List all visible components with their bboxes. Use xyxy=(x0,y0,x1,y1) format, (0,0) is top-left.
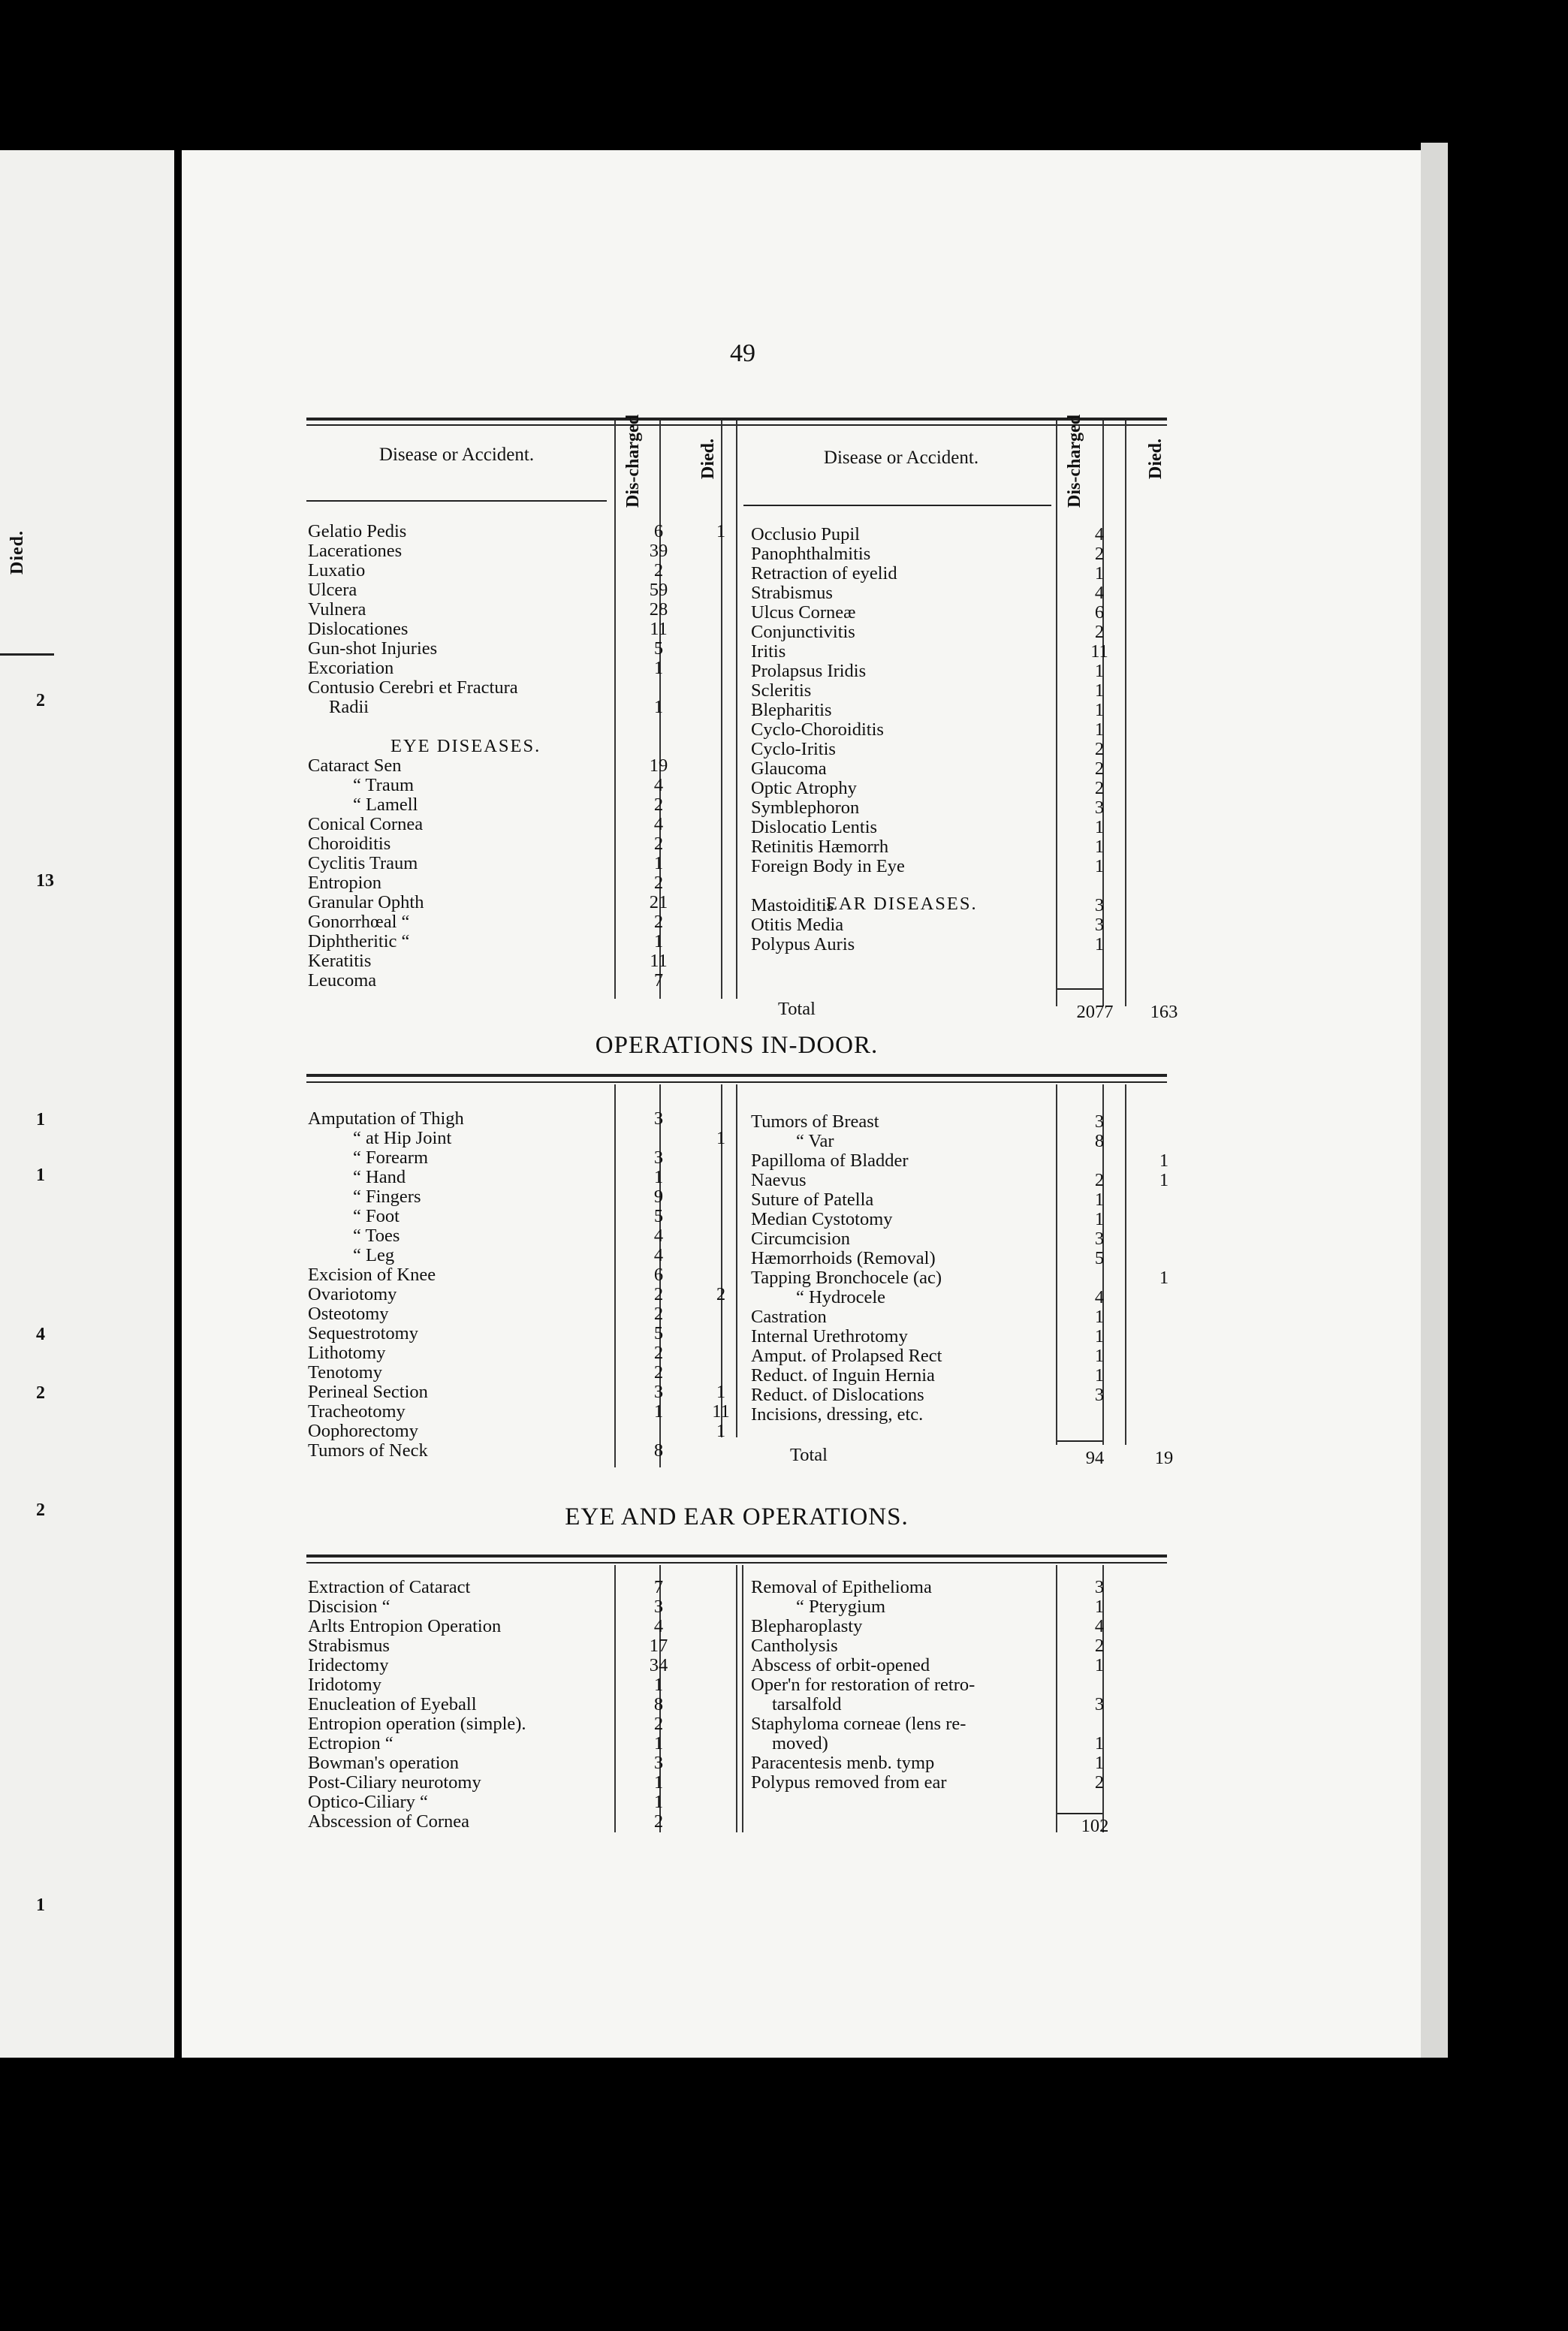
table1-right-row-name: Occlusio Pupil xyxy=(751,524,860,544)
table-column-divider xyxy=(614,1565,616,1832)
table2-right-row-discharged: 3 xyxy=(1094,1229,1105,1249)
table1-left-row-name: Entropion xyxy=(308,873,381,893)
table2-left-row-discharged: 6 xyxy=(653,1265,664,1285)
ear-diseases-label: EAR DISEASES. xyxy=(826,894,978,914)
table2-right-row-name: Reduct. of Dislocations xyxy=(751,1385,924,1405)
table3-right-row-name: Paracentesis menb. tymp xyxy=(751,1753,935,1773)
table2-left-row-discharged: 3 xyxy=(653,1382,664,1402)
table3-right-row-name: Abscess of orbit-opened xyxy=(751,1655,930,1675)
table3-right-row-name: Oper'n for restoration of retro- xyxy=(751,1675,975,1695)
table2-right-row-name: Tapping Bronchocele (ac) xyxy=(751,1268,942,1288)
table1-left-row-discharged: 2 xyxy=(653,873,664,893)
left-died-header: Died. xyxy=(8,530,27,574)
table3-left-row-name: Iridectomy xyxy=(308,1655,389,1675)
eye-diseases-label: EYE DISEASES. xyxy=(390,736,541,756)
table1-left-row-name: Keratitis xyxy=(308,951,372,971)
table3-right-row-discharged: 2 xyxy=(1094,1772,1105,1793)
left-page-number: 2 xyxy=(36,1383,45,1403)
table1-right-row-discharged: 2 xyxy=(1094,622,1105,642)
table1-right-row-name: Retinitis Hæmorrh xyxy=(751,837,889,857)
table-column-divider xyxy=(721,421,722,999)
left-page-number: 13 xyxy=(36,871,54,891)
table2-left-row-name: Tumors of Neck xyxy=(308,1440,428,1461)
table3-left-row-discharged: 2 xyxy=(653,1714,664,1734)
table1-right-row-discharged: 3 xyxy=(1094,915,1105,935)
table1-left-row-name: “ Lamell xyxy=(353,795,418,815)
table2-right-row-discharged: 8 xyxy=(1094,1131,1105,1151)
table1-left-row-discharged: 4 xyxy=(653,775,664,795)
table1-right-row-discharged: 2 xyxy=(1094,778,1105,798)
table2-right-row-discharged: 1 xyxy=(1094,1307,1105,1327)
table1-left-row-discharged: 2 xyxy=(653,912,664,932)
table-column-divider xyxy=(736,1084,737,1437)
table1-left-row-name: Dislocationes xyxy=(308,619,409,639)
left-rule xyxy=(0,653,54,656)
table2-left-row-discharged: 8 xyxy=(653,1440,664,1461)
table2-right-row-name: Amput. of Prolapsed Rect xyxy=(751,1346,942,1366)
table3-left-row-name: Iridotomy xyxy=(308,1675,381,1695)
table3-left-row-name: Discision “ xyxy=(308,1597,390,1617)
table3-right-row-name: Blepharoplasty xyxy=(751,1616,863,1636)
table2-left-row-died: 1 xyxy=(716,1421,726,1441)
table2-left-row-name: Tracheotomy xyxy=(308,1401,406,1422)
table2-right-row-name: Circumcision xyxy=(751,1229,851,1249)
table1-left-row-discharged: 1 xyxy=(653,853,664,873)
table2-left-row-name: Tenotomy xyxy=(308,1362,382,1383)
table2-left-row-name: “ Hand xyxy=(353,1167,406,1187)
table2-top-rule xyxy=(306,1074,1167,1077)
table1-left-row-discharged: 5 xyxy=(653,638,664,659)
table-column-divider xyxy=(1056,421,1057,1006)
table3-left-row-discharged: 4 xyxy=(653,1616,664,1636)
table1-right-row-name: Strabismus xyxy=(751,583,833,603)
table1-left-row-name: Diphtheritic “ xyxy=(308,931,410,951)
table1-left-row-discharged: 39 xyxy=(649,541,668,561)
table3-left-row-name: Post-Ciliary neurotomy xyxy=(308,1772,481,1793)
table-column-divider xyxy=(742,1565,743,1832)
table2-left-row-name: Oophorectomy xyxy=(308,1421,418,1441)
table1-right-row-discharged: 2 xyxy=(1094,739,1105,759)
table2-right-row-discharged: 2 xyxy=(1094,1170,1105,1190)
table1-left-row-name: “ Traum xyxy=(353,775,415,795)
header-underline-right xyxy=(743,505,1051,506)
table1-left-row-discharged: 1 xyxy=(653,697,664,717)
table2-left-row-died: 2 xyxy=(716,1284,726,1304)
table3-left-row-discharged: 8 xyxy=(653,1694,664,1714)
total1-label: Total xyxy=(778,999,816,1019)
table2-left-row-died: 1 xyxy=(716,1382,726,1402)
table3-right-row-discharged: 3 xyxy=(1094,1694,1105,1714)
table1-left-row-name: Excoriation xyxy=(308,658,394,678)
table2-right-row-discharged: 3 xyxy=(1094,1385,1105,1405)
table1-left-row-died: 1 xyxy=(716,521,726,541)
table3-left-row-name: Entropion operation (simple). xyxy=(308,1714,526,1734)
table2-right-row-name: Reduct. of Inguin Hernia xyxy=(751,1365,935,1386)
table3-left-row-name: Abscession of Cornea xyxy=(308,1811,470,1832)
table2-right-row-died: 1 xyxy=(1159,1150,1169,1171)
total2-discharged: 94 xyxy=(1085,1448,1105,1468)
table2-right-row-died: 1 xyxy=(1159,1268,1169,1288)
table1-right-row-discharged: 1 xyxy=(1094,856,1105,876)
table2-right-row-discharged: 1 xyxy=(1094,1190,1105,1210)
table1-right-row-discharged: 1 xyxy=(1094,837,1105,857)
table1-left-row-name: Contusio Cerebri et Fractura xyxy=(308,677,518,698)
total1-rule xyxy=(1057,988,1102,990)
table1-left-row-name: Granular Ophth xyxy=(308,892,424,912)
table-column-divider xyxy=(1125,421,1126,1006)
table1-right-row-discharged: 1 xyxy=(1094,563,1105,584)
table3-left-row-name: Ectropion “ xyxy=(308,1733,394,1754)
total1-died: 163 xyxy=(1150,1002,1178,1022)
table2-left-row-discharged: 1 xyxy=(653,1167,664,1187)
header-discharged-right: Dis-charged xyxy=(1065,415,1084,508)
table2-right-row-name: Suture of Patella xyxy=(751,1190,874,1210)
left-page-number: 1 xyxy=(36,1895,45,1915)
table2-left-row-discharged: 3 xyxy=(653,1147,664,1168)
table2-left-row-name: “ Leg xyxy=(353,1245,395,1265)
table3-right-row-discharged: 1 xyxy=(1094,1733,1105,1754)
table1-right-row-name: Symblephoron xyxy=(751,798,860,818)
table2-left-row-name: Lithotomy xyxy=(308,1343,386,1363)
total2-died: 19 xyxy=(1154,1448,1174,1468)
header-died-right: Died. xyxy=(1146,439,1165,479)
table2-left-row-name: Excision of Knee xyxy=(308,1265,436,1285)
header-disease-left: Disease or Accident. xyxy=(378,445,535,465)
table2-left-row-name: “ Forearm xyxy=(353,1147,428,1168)
total3-rule xyxy=(1057,1813,1102,1814)
table2-right-row-name: Papilloma of Bladder xyxy=(751,1150,909,1171)
table2-left-row-name: “ Foot xyxy=(353,1206,400,1226)
table2-right-row-name: Incisions, dressing, etc. xyxy=(751,1404,924,1425)
table2-left-row-name: “ Fingers xyxy=(353,1187,421,1207)
left-page-number: 4 xyxy=(36,1325,45,1344)
table2-right-row-name: Hæmorrhoids (Removal) xyxy=(751,1248,936,1268)
table2-top-rule-thin xyxy=(306,1081,1167,1083)
table1-left-row-discharged: 2 xyxy=(653,834,664,854)
table3-left-row-discharged: 3 xyxy=(653,1753,664,1773)
table3-left-row-name: Strabismus xyxy=(308,1636,390,1656)
section-eye-ear-operations: EYE AND EAR OPERATIONS. xyxy=(565,1503,909,1530)
table1-right-row-name: Conjunctivitis xyxy=(751,622,855,642)
table2-left-row-discharged: 1 xyxy=(653,1401,664,1422)
table2-right-row-name: Internal Urethrotomy xyxy=(751,1326,908,1346)
table3-right-row-name: moved) xyxy=(772,1733,828,1754)
table1-left-row-name: Cyclitis Traum xyxy=(308,853,418,873)
table2-left-row-discharged: 2 xyxy=(653,1362,664,1383)
left-page-number: 2 xyxy=(36,691,45,710)
table2-left-row-discharged: 2 xyxy=(653,1343,664,1363)
table2-right-row-name: Castration xyxy=(751,1307,827,1327)
table2-left-row-discharged: 9 xyxy=(653,1187,664,1207)
table3-left-row-name: Optico-Ciliary “ xyxy=(308,1792,428,1812)
table3-left-row-name: Arlts Entropion Operation xyxy=(308,1616,502,1636)
table1-left-row-name: Conical Cornea xyxy=(308,814,424,834)
table1-right-row-name: Glaucoma xyxy=(751,758,827,779)
table3-left-row-name: Bowman's operation xyxy=(308,1753,460,1773)
table1-left-row-discharged: 1 xyxy=(653,658,664,678)
table2-right-row-discharged: 3 xyxy=(1094,1111,1105,1132)
table1-left-row-discharged: 19 xyxy=(649,755,668,776)
table3-left-row-discharged: 1 xyxy=(653,1772,664,1793)
table1-left-row-name: Gelatio Pedis xyxy=(308,521,407,541)
table3-top-rule xyxy=(306,1555,1167,1558)
table1-right-row-name: Panophthalmitis xyxy=(751,544,871,564)
table3-right-row-discharged: 3 xyxy=(1094,1577,1105,1597)
table1-right-row-name: Ulcus Corneæ xyxy=(751,602,856,623)
table1-right-row-name: Dislocatio Lentis xyxy=(751,817,878,837)
table2-right-row-name: Median Cystotomy xyxy=(751,1209,893,1229)
table-column-divider xyxy=(1125,1084,1126,1445)
table1-left-row-discharged: 11 xyxy=(650,951,668,971)
table1-right-row-name: Prolapsus Iridis xyxy=(751,661,867,681)
table3-right-row-name: Staphyloma corneae (lens re- xyxy=(751,1714,966,1734)
table2-left-row-name: “ at Hip Joint xyxy=(353,1128,452,1148)
table2-left-row-discharged: 5 xyxy=(653,1206,664,1226)
left-page-edge xyxy=(0,150,174,2058)
table2-right-row-discharged: 1 xyxy=(1094,1346,1105,1366)
table-column-divider xyxy=(614,421,616,999)
table1-right-row-discharged: 3 xyxy=(1094,895,1105,915)
table3-left-row-discharged: 1 xyxy=(653,1675,664,1695)
table1-right-row-discharged: 1 xyxy=(1094,661,1105,681)
table1-right-row-discharged: 2 xyxy=(1094,544,1105,564)
table3-right-row-name: “ Pterygium xyxy=(796,1597,886,1617)
table2-right-row-discharged: 1 xyxy=(1094,1209,1105,1229)
table3-right-row-discharged: 2 xyxy=(1094,1636,1105,1656)
table3-right-row-name: Removal of Epithelioma xyxy=(751,1577,932,1597)
table1-left-row-discharged: 21 xyxy=(649,892,668,912)
table1-right-row-name: Cyclo-Choroiditis xyxy=(751,719,884,740)
table1-right-row-discharged: 1 xyxy=(1094,719,1105,740)
total3-discharged: 102 xyxy=(1081,1816,1109,1836)
table1-right-row-discharged: 11 xyxy=(1090,641,1108,662)
table1-right-row-name: Polypus Auris xyxy=(751,934,855,954)
table3-right-row-discharged: 1 xyxy=(1094,1655,1105,1675)
header-underline-left xyxy=(306,500,607,502)
table1-left-row-name: Leucoma xyxy=(308,970,377,991)
table1-right-row-name: Otitis Media xyxy=(751,915,844,935)
table1-left-row-discharged: 2 xyxy=(653,560,664,580)
table1-right-row-discharged: 3 xyxy=(1094,798,1105,818)
table2-left-row-name: “ Toes xyxy=(353,1226,400,1246)
table3-top-rule-thin xyxy=(306,1562,1167,1564)
table2-right-row-discharged: 4 xyxy=(1094,1287,1105,1307)
table1-left-row-discharged: 11 xyxy=(650,619,668,639)
table1-right-row-discharged: 1 xyxy=(1094,680,1105,701)
table3-left-row-discharged: 1 xyxy=(653,1733,664,1754)
header-disease-right: Disease or Accident. xyxy=(823,448,979,468)
left-page-number: 1 xyxy=(36,1166,45,1185)
total2-rule xyxy=(1057,1440,1102,1442)
table1-right-row-discharged: 4 xyxy=(1094,524,1105,544)
table2-left-row-died: 1 xyxy=(716,1128,726,1148)
table2-right-row-name: “ Var xyxy=(796,1131,834,1151)
table3-right-row-name: tarsalfold xyxy=(772,1694,842,1714)
table1-left-row-discharged: 1 xyxy=(653,931,664,951)
table-column-divider xyxy=(1056,1084,1057,1445)
table-column-divider xyxy=(614,1084,616,1467)
table1-left-row-discharged: 2 xyxy=(653,795,664,815)
table2-right-row-discharged: 1 xyxy=(1094,1326,1105,1346)
table3-left-row-discharged: 17 xyxy=(649,1636,668,1656)
table2-left-row-name: Sequestrotomy xyxy=(308,1323,418,1343)
table2-right-row-died: 1 xyxy=(1159,1170,1169,1190)
table2-left-row-died: 11 xyxy=(712,1401,730,1422)
table1-right-row-discharged: 1 xyxy=(1094,934,1105,954)
table2-left-row-discharged: 2 xyxy=(653,1304,664,1324)
table-column-divider xyxy=(736,421,737,999)
table2-right-row-name: Naevus xyxy=(751,1170,807,1190)
table1-left-row-discharged: 7 xyxy=(653,970,664,991)
table2-left-row-discharged: 4 xyxy=(653,1226,664,1246)
table1-right-row-discharged: 6 xyxy=(1094,602,1105,623)
table1-right-row-name: Mastoiditis xyxy=(751,895,834,915)
left-page-number: 2 xyxy=(36,1500,45,1520)
table1-left-row-discharged: 28 xyxy=(649,599,668,620)
table2-right-row-discharged: 1 xyxy=(1094,1365,1105,1386)
table1-right-row-name: Optic Atrophy xyxy=(751,778,857,798)
table2-left-row-name: Ovariotomy xyxy=(308,1284,397,1304)
table3-left-row-discharged: 3 xyxy=(653,1597,664,1617)
table-column-divider xyxy=(736,1565,737,1832)
page-number: 49 xyxy=(730,339,755,367)
table1-right-row-name: Blepharitis xyxy=(751,700,832,720)
table1-left-row-name: Vulnera xyxy=(308,599,366,620)
table1-right-row-name: Foreign Body in Eye xyxy=(751,856,905,876)
table3-right-row-discharged: 1 xyxy=(1094,1753,1105,1773)
table1-left-row-discharged: 4 xyxy=(653,814,664,834)
table2-left-row-discharged: 4 xyxy=(653,1245,664,1265)
table3-left-row-name: Extraction of Cataract xyxy=(308,1577,471,1597)
total2-label: Total xyxy=(790,1445,828,1465)
table1-left-row-name: Lacerationes xyxy=(308,541,403,561)
table3-right-row-name: Polypus removed from ear xyxy=(751,1772,947,1793)
table1-right-row-name: Cyclo-Iritis xyxy=(751,739,836,759)
table3-right-row-discharged: 4 xyxy=(1094,1616,1105,1636)
table2-left-row-discharged: 3 xyxy=(653,1108,664,1129)
table2-left-row-discharged: 5 xyxy=(653,1323,664,1343)
table1-left-row-name: Choroiditis xyxy=(308,834,391,854)
table3-left-row-name: Enucleation of Eyeball xyxy=(308,1694,477,1714)
header-died-left: Died. xyxy=(698,439,718,479)
table2-left-row-name: Osteotomy xyxy=(308,1304,389,1324)
table1-right-row-name: Retraction of eyelid xyxy=(751,563,897,584)
table2-right-row-name: “ Hydrocele xyxy=(796,1287,886,1307)
table2-right-row-discharged: 5 xyxy=(1094,1248,1105,1268)
table1-left-row-name: Luxatio xyxy=(308,560,366,580)
table1-left-row-discharged: 59 xyxy=(649,580,668,600)
table1-left-row-name: Ulcera xyxy=(308,580,357,600)
table2-left-row-name: Perineal Section xyxy=(308,1382,428,1402)
table1-left-row-name: Cataract Sen xyxy=(308,755,402,776)
table1-left-row-discharged: 6 xyxy=(653,521,664,541)
table3-right-row-discharged: 1 xyxy=(1094,1597,1105,1617)
table-column-divider xyxy=(1056,1565,1057,1832)
table3-right-row-name: Cantholysis xyxy=(751,1636,838,1656)
table1-right-row-discharged: 4 xyxy=(1094,583,1105,603)
table3-left-row-discharged: 1 xyxy=(653,1792,664,1812)
total1-discharged: 2077 xyxy=(1076,1002,1114,1022)
table1-right-row-name: Scleritis xyxy=(751,680,812,701)
table1-left-row-name: Radii xyxy=(329,697,369,717)
table3-left-row-discharged: 34 xyxy=(649,1655,668,1675)
table2-left-row-name: Amputation of Thigh xyxy=(308,1108,464,1129)
table3-left-row-discharged: 2 xyxy=(653,1811,664,1832)
table1-right-row-name: Iritis xyxy=(751,641,786,662)
table2-left-row-discharged: 2 xyxy=(653,1284,664,1304)
header-discharged-left: Dis-charged xyxy=(623,415,643,508)
table1-left-row-name: Gonorrhœal “ xyxy=(308,912,410,932)
table1-right-row-discharged: 1 xyxy=(1094,700,1105,720)
left-page-number: 1 xyxy=(36,1110,45,1129)
section-operations-in-door: OPERATIONS IN-DOOR. xyxy=(595,1032,879,1059)
table1-right-row-discharged: 1 xyxy=(1094,817,1105,837)
table1-right-row-discharged: 2 xyxy=(1094,758,1105,779)
table2-right-row-name: Tumors of Breast xyxy=(751,1111,879,1132)
table3-left-row-discharged: 7 xyxy=(653,1577,664,1597)
table1-left-row-name: Gun-shot Injuries xyxy=(308,638,438,659)
page-edge-shadow xyxy=(1421,143,1448,2058)
